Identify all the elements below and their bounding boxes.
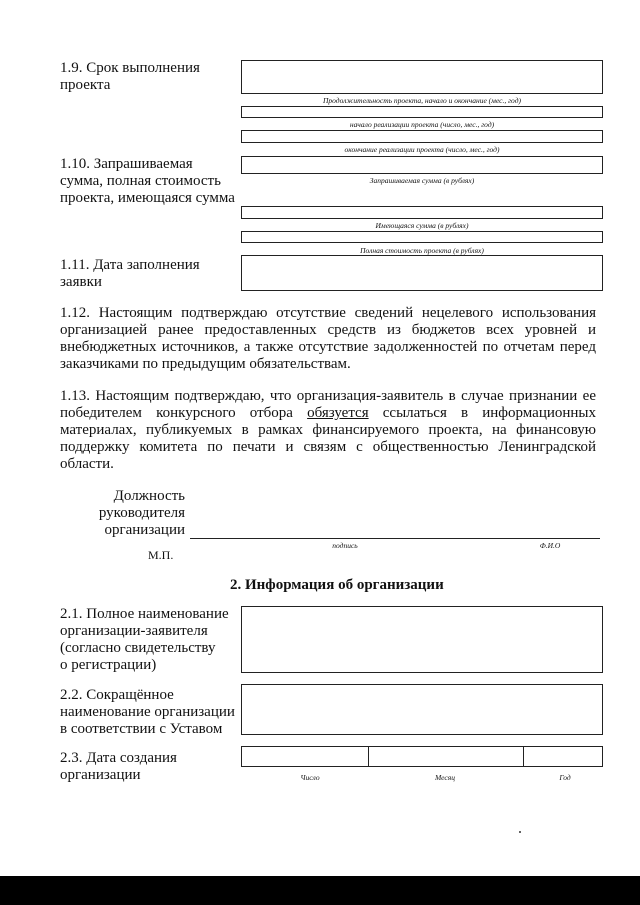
year-caption: Год — [559, 773, 571, 782]
position-label: Должность руководителя организации — [98, 488, 185, 538]
short-name-field[interactable] — [241, 684, 603, 735]
project-duration-field[interactable] — [241, 60, 603, 94]
item-1-12-paragraph: 1.12. Настоящим подтверждаю отсутствие сведений нецелевого использования организацией ранее предоставленных средств из бюджетов всех уровней и внебюджетных источников, а также отсутствие задолженностей по отчетам перед заказчиками по предыдущим обязательствам. — [60, 305, 596, 372]
requested-sum-field[interactable] — [241, 156, 603, 174]
item-1-13-paragraph — [60, 388, 596, 473]
day-cell[interactable] — [242, 747, 369, 766]
total-caption: Полная стоимость проекта (в рублях) — [360, 246, 484, 255]
scan-speck — [519, 831, 521, 833]
available-sum-field[interactable] — [241, 206, 603, 219]
project-start-field[interactable] — [241, 106, 603, 118]
creation-date-field — [241, 746, 603, 767]
duration-caption: Продолжительность проекта, начало и окончание (мес., год) — [322, 96, 521, 105]
item-2-1-label: 2.1. Полное наименование организации-заявителя (согласно свидетельству о регистрации) — [60, 606, 229, 673]
item-1-10-label: 1.10. Запрашиваемая сумма, полная стоимость проекта, имеющаяся сумма — [60, 156, 235, 206]
application-date-field[interactable] — [241, 255, 603, 291]
full-name-field[interactable] — [241, 606, 603, 673]
day-caption: Число — [300, 773, 320, 782]
requested-caption: Запрашиваемая сумма (в рублях) — [369, 176, 475, 185]
start-caption: начало реализации проекта (число, мес., год) — [349, 120, 495, 129]
month-cell[interactable] — [369, 747, 524, 766]
item-2-2-label: 2.2. Сокращённое наименование организации в соответствии с Уставом — [60, 687, 235, 737]
month-caption: Месяц — [435, 773, 455, 782]
name-caption: Ф.И.О — [539, 541, 561, 550]
project-end-field[interactable] — [241, 130, 603, 143]
item-1-13-underlined: обязуется — [307, 405, 369, 421]
item-1-9-label: 1.9. Срок выполнения проекта — [60, 60, 200, 93]
total-cost-field[interactable] — [241, 231, 603, 243]
item-2-3-label: 2.3. Дата создания организации — [60, 750, 177, 783]
item-1-13-text-after: ссылаться в информационных материалах, публикуемых в рамках финансируемого проекта, на финансовую поддержку комитета по печати и связям с общественностью Ленинградской области. — [60, 405, 597, 472]
scan-bottom-edge — [0, 876, 640, 905]
available-caption: Имеющаяся сумма (в рублях) — [375, 221, 469, 230]
signature-caption: подпись — [332, 541, 358, 550]
item-1-11-label: 1.11. Дата заполнения заявки — [60, 257, 200, 290]
stamp-label: М.П. — [148, 548, 174, 562]
signature-line[interactable] — [190, 538, 600, 539]
item-1-13-text-before: 1.13. Настоящим подтверждаю, что организация-заявитель в случае признании ее победителем конкурсного отбора — [60, 388, 596, 421]
end-caption: окончание реализации проекта (число, мес., год) — [344, 145, 500, 154]
section-2-heading: 2. Информация об организации — [230, 577, 444, 593]
year-cell[interactable] — [524, 747, 602, 766]
